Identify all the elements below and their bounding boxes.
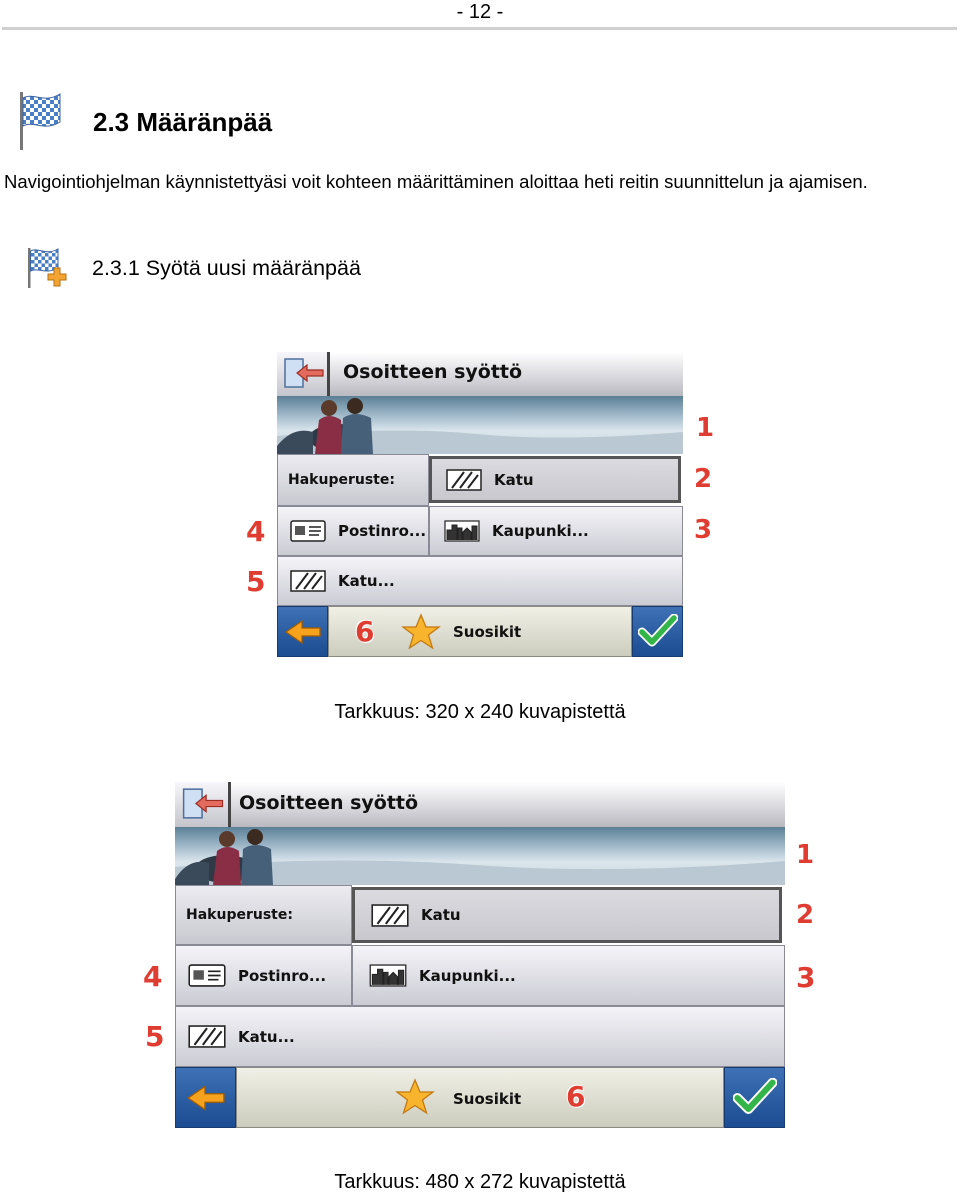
star-icon <box>395 1078 435 1116</box>
street-text: Katu... <box>338 572 395 590</box>
callout-1: 1 <box>796 840 815 870</box>
callout-6: 6 <box>566 1080 586 1113</box>
window-title: Osoitteen syöttö <box>343 361 523 383</box>
city-text: Kaupunki... <box>492 522 589 540</box>
street-button[interactable] <box>175 1006 785 1067</box>
callout-3: 3 <box>694 515 713 545</box>
caption-320x240: Tarkkuus: 320 x 240 kuvapistettä <box>334 701 626 723</box>
search-criteria-label <box>277 454 429 506</box>
confirm-button[interactable] <box>724 1067 785 1128</box>
screenshot-320x240 <box>277 352 683 657</box>
callout-5: 5 <box>145 1020 165 1053</box>
banner-image <box>277 396 683 454</box>
id-card-icon <box>290 520 326 542</box>
postal-code-text: Postinro... <box>338 522 427 540</box>
title-bar <box>175 782 785 828</box>
street-button[interactable] <box>277 556 683 606</box>
postal-code-text: Postinro... <box>238 966 327 985</box>
page-number: - 12 - <box>456 1 504 23</box>
callout-4: 4 <box>246 515 266 548</box>
back-button[interactable] <box>175 1067 236 1128</box>
back-arrow-icon <box>186 1084 226 1112</box>
search-criteria-label <box>175 885 352 945</box>
city-icon <box>444 520 480 542</box>
street-mode-text: Katu <box>494 470 534 489</box>
postal-code-button[interactable] <box>277 506 429 556</box>
callout-5: 5 <box>246 565 266 598</box>
exit-button[interactable] <box>175 782 231 827</box>
door-exit-icon <box>175 782 225 825</box>
street-text: Katu... <box>238 1027 295 1046</box>
confirm-button[interactable] <box>632 606 683 657</box>
city-button[interactable] <box>429 506 683 556</box>
checkmark-icon <box>638 614 678 650</box>
road-icon <box>371 904 409 927</box>
id-card-icon <box>188 964 226 987</box>
callout-1: 1 <box>696 413 715 443</box>
favorites-text: Suosikit <box>453 623 522 641</box>
city-button[interactable] <box>352 945 785 1006</box>
door-exit-icon <box>277 352 325 394</box>
section-title: 2.3 Määränpää <box>93 107 273 137</box>
checkmark-icon <box>733 1078 777 1118</box>
window-title: Osoitteen syöttö <box>239 792 419 814</box>
caption-480x272: Tarkkuus: 480 x 272 kuvapistettä <box>334 1171 626 1193</box>
street-mode-selected-button[interactable] <box>352 887 782 943</box>
banner-image <box>175 827 785 885</box>
street-mode-selected-button[interactable] <box>429 456 681 503</box>
exit-button[interactable] <box>277 352 330 396</box>
callout-2: 2 <box>694 464 713 494</box>
callout-4: 4 <box>143 960 163 993</box>
favorites-button[interactable] <box>236 1067 724 1128</box>
road-icon <box>188 1025 226 1048</box>
back-arrow-icon <box>284 619 322 645</box>
callout-2: 2 <box>796 900 815 930</box>
back-button[interactable] <box>277 606 328 657</box>
intro-paragraph: Navigointiohjelman käynnistettyäsi voit kohteen määrittäminen aloittaa heti reitin suunnittelun ja ajamisen. <box>4 171 868 192</box>
search-criteria-text: Hakuperuste: <box>186 907 293 923</box>
header-rule <box>2 27 957 30</box>
search-criteria-text: Hakuperuste: <box>288 472 395 488</box>
title-bar <box>277 352 683 397</box>
favorites-text: Suosikit <box>453 1090 522 1108</box>
star-icon <box>401 613 441 651</box>
screenshot-480x272 <box>175 782 785 1128</box>
street-mode-text: Katu <box>421 906 461 924</box>
flag-plus-icon <box>24 246 74 290</box>
flag-icon <box>14 88 66 154</box>
city-icon <box>369 964 407 987</box>
subsection-title: 2.3.1 Syötä uusi määränpää <box>92 256 361 280</box>
road-icon <box>446 469 482 491</box>
callout-6: 6 <box>355 615 375 648</box>
callout-3: 3 <box>796 961 816 994</box>
city-text: Kaupunki... <box>419 966 516 985</box>
postal-code-button[interactable] <box>175 945 352 1006</box>
road-icon <box>290 570 326 592</box>
